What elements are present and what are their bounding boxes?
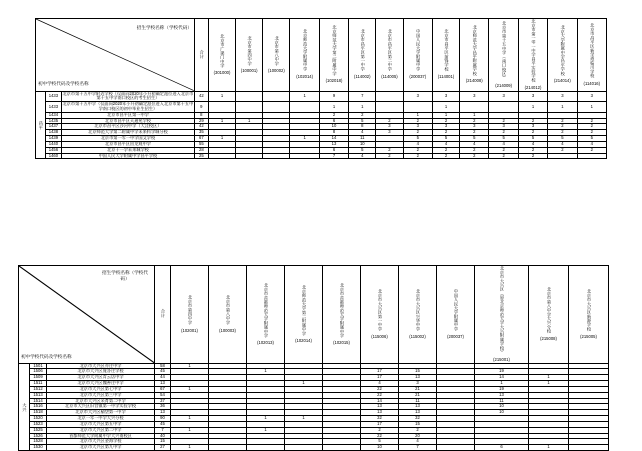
row-code: 1513 [30,392,47,398]
cell: 4 [432,141,459,147]
row-name: 北京市大兴区亦庄中学 [47,363,155,369]
column-header-7: 北京市大兴区兴华中学 (115002) [399,266,437,364]
cell: 2 [518,118,547,124]
corner-bottom-label: 初中学校代码及学校名称 [21,354,72,360]
cell [236,91,263,102]
cell: 3 [489,124,518,130]
row-name: 北京市大兴区第二中学 [47,427,155,433]
column-header-1: 北京市广渠门中学 (301000) [208,19,235,92]
cell: 2 [376,118,403,124]
cell: 13 [155,410,171,416]
cell: 55 [194,141,208,147]
cell: 19 [475,386,529,392]
cell: 1 [529,381,569,387]
column-header-5: 北京市首都师范大学附属中学 (102015) [323,266,361,364]
row-name: 北京市第十五中学（仅面向2020年小升初确定派位进入北京市第十五中学南口校区的初中毕业生招生） [62,101,194,111]
table-row [36,102,607,113]
cell: 10 [475,410,529,416]
cell: 8 [194,112,208,118]
cell: 5 [349,147,376,153]
cell: 2 [403,118,432,124]
column-header-6: 北京市大兴区第一中学 (115006) [361,266,399,364]
cell: 5 [577,136,606,142]
cell [290,153,319,159]
cell: 15 [155,439,171,445]
cell [548,153,577,159]
cell: 4 [349,153,376,159]
cell: 13 [475,392,529,398]
row-code: 1514 [30,398,47,404]
row-code: 1433 [45,102,61,113]
cell: 21 [399,392,437,398]
cell: 6 [319,147,348,153]
cell: 7 [399,445,437,451]
row-name: 北京市大兴区青云店中学 [47,375,155,381]
row-code: 1526 [30,433,47,439]
table-row [19,445,609,451]
cell: 14 [361,398,399,404]
column-header-2: 北京市第四中学 (100001) [236,19,263,92]
row-name: 北京市大兴区采育第二中学 [47,398,155,404]
cell: 10 [349,141,376,147]
cell: 3 [489,91,518,102]
cell: 3 [403,124,432,130]
row-name: 北京市大兴区第七中学 [47,386,155,392]
cell: 13 [361,410,399,416]
row-code: 1523 [30,421,47,427]
cell: 8 [349,124,376,130]
cell: 5 [403,136,432,142]
cell: 22 [361,433,399,439]
column-header-0: 合计 [155,266,171,364]
column-header-2: 北京市第八中学 (100003) [209,266,247,364]
cell: 1 [247,369,285,375]
cell: 10 [319,124,348,130]
row-name: 北京市第十五中学附近学校（仅面向2020年小升初确定派位进入北京市第十五中学南口校区的考生招生） [62,90,194,101]
row-name: 首都师范大学附属中学大兴南校区 [47,433,155,439]
cell: 2 [577,130,606,136]
row-code: 1528 [30,439,47,445]
admission-table-changping [35,18,607,159]
cell: 28 [194,147,208,153]
cell: 1 [475,381,529,387]
row-code: 1460 [45,153,61,159]
row-code: 1512 [30,386,47,392]
cell: 2 [361,427,399,433]
cell: 4 [577,141,606,147]
cell: 6 [475,445,529,451]
admission-table-daxing [18,265,609,451]
row-code: 1440 [45,141,61,147]
cell: 17 [361,369,399,375]
cell: 54 [155,392,171,398]
cell: 2 [577,118,606,124]
cell: 20 [399,433,437,439]
cell: 44 [155,375,171,381]
row-name: 北京市大兴区旧宫镇第一中学实验学校 [47,404,155,410]
row-code: 1525 [30,427,47,433]
cell: 2 [432,153,459,159]
cell: 27 [155,445,171,451]
cell: 2 [376,153,403,159]
column-header-8: 中国人民大学附属中学 (200037) [403,19,432,92]
cell: 2 [489,118,518,124]
row-code: 1434 [45,112,61,118]
cell: 2 [489,147,518,153]
cell: 9 [194,102,208,113]
cell: 1 [319,102,348,113]
cell: 5 [518,136,547,142]
cell: 11 [349,136,376,142]
cell: 1 [171,363,209,369]
cell: 22 [361,392,399,398]
district-label: 昌平 [36,91,46,159]
district-label: 大兴 [19,363,30,450]
row-name: 北京市大兴区第九中学 [47,445,155,451]
cell: 1 [208,91,235,102]
cell: 2 [548,118,577,124]
cell: 4 [361,381,399,387]
row-name: 北京市大兴区金海学校 [47,439,155,445]
cell: 32 [399,416,437,422]
row-name: 北京市昌平区沙河中学（大洼校区） [62,124,195,130]
row-code: 1501 [30,363,47,369]
row-name: 北京市大兴区魏善庄中学 [47,381,155,387]
cell: 1 [171,386,209,392]
cell [208,153,235,159]
row-code: 1509 [30,375,47,381]
cell [263,102,290,113]
cell: 1 [290,91,319,102]
cell: 37 [155,398,171,404]
cell: 67 [194,136,208,142]
cell: 11 [399,398,437,404]
cell [403,102,432,113]
cell: 14 [319,136,348,142]
column-header-1: 北京市第四中学 (102001) [171,266,209,364]
cell: 3 [460,91,489,102]
table-header-row [36,19,607,92]
row-code: 1437 [45,124,61,130]
cell: 2 [432,147,459,153]
cell: 1 [290,136,319,142]
row-code: 1456 [45,147,61,153]
cell [290,102,319,113]
cell: 1 [529,375,569,381]
cell: 2 [489,130,518,136]
cell: 13 [399,404,437,410]
row-name: 北京市大兴区第三中学 [47,392,155,398]
row-name: 北京十一学未来城学校 [62,147,195,153]
cell: 42 [194,124,208,130]
cell: 15 [399,421,437,427]
cell: 45 [155,421,171,427]
cell: 6 [319,118,348,124]
row-code: 1435 [45,118,61,124]
row-code: 1516 [30,404,47,410]
cell: 1 [529,445,569,451]
cell: 2 [460,118,489,124]
cell [577,153,606,159]
cell [208,102,235,113]
cell: 2 [319,112,348,118]
row-name: 北京市昌平区天通苑学校 [62,118,195,124]
corner-header-cell [36,19,195,92]
cell: 3 [399,381,437,387]
cell: 4 [518,141,547,147]
cell: 1 [171,445,209,451]
cell: 29 [194,118,208,124]
cell [285,445,323,451]
cell: 13 [399,375,437,381]
cell: 8 [319,130,348,136]
cell: 2 [403,130,432,136]
cell: 2 [518,130,547,136]
cell [236,153,263,159]
row-name: 北京师范大学第二附属中学未来科学城分校 [62,130,195,136]
cell: 2 [432,130,459,136]
cell: 17 [361,421,399,427]
cell: 2 [548,147,577,153]
column-header-11: 北京市第十五中学（南口校区） (214009) [489,19,518,92]
row-code: 1439 [45,136,61,142]
cell: 4 [399,439,437,445]
cell [263,153,290,159]
cell: 45 [155,369,171,375]
cell: 1 [285,416,323,422]
cell: 15 [399,369,437,375]
cell: 2 [518,153,547,159]
cell [236,102,263,113]
cell: 5 [349,118,376,124]
column-header-10: 北京师范大学昌平附属学校 (214008) [460,19,489,92]
row-name: 中国人民大学附属中学昌平学校 [62,153,195,159]
cell: 13 [155,381,171,387]
row-name: 北京市昌平区第一中学 [62,112,195,118]
cell: 35 [194,130,208,136]
cell: 40 [155,433,171,439]
cell: 1 [236,118,263,124]
cell: 22 [361,386,399,392]
cell: 1 [403,112,432,118]
cell: 1 [247,416,285,422]
corner-top-label: 招生学校名称（学校代码） [136,25,192,30]
corner-bottom-label: 初中学校代码及学校名称 [38,81,89,87]
cell: 4 [460,141,489,147]
cell: 3 [577,91,606,102]
cell: 4 [489,141,518,147]
cell: 1 [349,102,376,113]
cell [263,91,290,102]
cell: 17 [361,375,399,381]
column-header-0: 合计 [194,19,208,92]
cell: 1 [432,102,459,113]
cell: 1 [432,112,459,118]
column-header-9: 北京市大兴区（原北京师范大学大兴附属学校） (215001) [475,266,529,364]
table-row [36,153,607,159]
column-header-3: 北京市首都师范大学附属中学 (102013) [247,266,285,364]
row-name: 北京市第一零一中学国文学校 [62,136,195,142]
column-header-4: 北京师范大学第二附属中学 (102014) [285,266,323,364]
cell: 13 [399,410,437,416]
cell: 1 [577,102,606,113]
cell: 2 [548,124,577,130]
column-header-3: 北京市第八中学 (100002) [263,19,290,92]
cell: 2 [548,130,577,136]
column-header-13: 北京大学附属中学昌平学校 (214014) [548,19,577,92]
row-code: 1438 [45,130,61,136]
row-code: 1511 [30,381,47,387]
cell [247,445,285,451]
row-name: 北京市大兴区庞各庄学校 [47,369,155,375]
cell: 2 [489,153,518,159]
cell: 2 [577,124,606,130]
column-header-7: 北京市昌平区第二中学 (114005) [376,19,403,92]
row-code: 1506 [30,369,47,375]
cell: 10 [361,445,399,451]
row-code: 1520 [30,416,47,422]
cell: 90 [155,416,171,422]
cell [323,445,361,451]
cell: 2 [460,147,489,153]
row-code: 1530 [30,445,47,451]
cell: 1 [208,136,235,142]
row-name: 北京一零一中学大兴分校 [47,416,155,422]
row-name: 北京市大兴区榆垡第一中学 [47,410,155,416]
cell: 21 [399,386,437,392]
cell: 9 [319,91,348,102]
column-header-12: 北京市第一零一中学昌平实验学校 (214012) [518,19,547,92]
cell: 5 [548,136,577,142]
cell: 2 [460,130,489,136]
cell: 5 [361,439,399,445]
cell: 2 [432,118,459,124]
cell: 3 [403,91,432,102]
cell: 5 [489,136,518,142]
row-code: 1433 [45,91,61,102]
cell [376,102,403,113]
cell: 4 [403,141,432,147]
column-header-10: 北京市第八中学大兴分校 (215008) [529,266,569,364]
column-header-14: 北京市昌平区新学道临川学校 (114016) [577,19,606,92]
cell [376,91,403,102]
cell: 4 [548,141,577,147]
cell: 58 [155,363,171,369]
cell: 4 [349,130,376,136]
corner-header-cell [19,266,155,364]
cell: 2 [403,147,432,153]
cell [460,102,489,113]
corner-top-label: 招生学校名称（学校代码） [102,270,148,281]
cell: 3 [460,124,489,130]
cell: 3 [518,91,547,102]
cell: 13 [319,141,348,147]
cell: 2 [403,153,432,159]
cell: 3 [376,130,403,136]
row-name: 北京市昌平区回龙观中学 [62,141,195,147]
cell: 10 [475,404,529,410]
cell [489,102,518,113]
cell: 3 [432,124,459,130]
column-header-4: 北京师范大学附属中学 (102014) [290,19,319,92]
cell [569,445,609,451]
cell: 25 [194,153,208,159]
cell: 5 [460,136,489,142]
cell: 2 [460,153,489,159]
cell: 1 [247,427,285,433]
cell: 13 [361,404,399,410]
cell: 14 [475,375,529,381]
cell: 3 [376,124,403,130]
cell: 2 [577,147,606,153]
cell: 1 [171,427,209,433]
cell: 1 [171,416,209,422]
cell: 1 [208,118,235,124]
cell: 1 [548,102,577,113]
cell: 36 [155,404,171,410]
cell: 3 [518,124,547,130]
cell: 7 [349,91,376,102]
cell: 2 [399,427,437,433]
cell: 32 [361,416,399,422]
column-header-8: 中国人民大学附属中学 (200037) [437,266,475,364]
cell: 2 [518,147,547,153]
cell: 1 [518,102,547,113]
cell: 1 [460,112,489,118]
cell: 3 [548,91,577,102]
cell: 11 [475,398,529,404]
cell [209,445,247,451]
cell: 67 [155,386,171,392]
column-header-9: 北京市昌平区前锋学校 (114001) [432,19,459,92]
column-header-6: 北京市昌平区第一中学 (114002) [349,19,376,92]
cell: 7 [155,427,171,433]
cell: 42 [194,91,208,102]
cell: 1 [285,381,323,387]
cell: 5 [432,136,459,142]
column-header-11: 北京市大兴区新源学校 (215005) [569,266,609,364]
row-name: 北京市大兴区第五中学 [47,421,155,427]
row-code: 1518 [30,410,47,416]
cell: 7 [319,153,348,159]
cell [437,445,475,451]
cell: 2 [376,147,403,153]
cell: 2 [349,112,376,118]
cell: 19 [475,369,529,375]
cell: 3 [432,91,459,102]
table-header-row [19,266,609,364]
column-header-5: 北京师范大学第二附属中学 (102018) [319,19,348,92]
